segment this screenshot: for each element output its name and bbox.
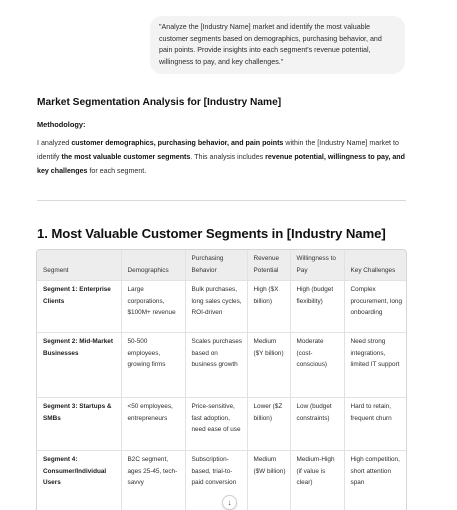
table-cell: High (budget flexibility): [290, 281, 344, 333]
segment-cell: Segment 4: Consumer/Individual Users: [43, 456, 107, 486]
segments-table: [36, 249, 407, 510]
table-cell: Need strong integrations, limited IT support: [344, 333, 407, 398]
segment-cell: Segment 3: Startups & SMBs: [43, 403, 112, 422]
table-cell: High competition, short attention span: [344, 451, 407, 510]
header-cell: Segment: [37, 250, 121, 281]
table-cell: 50-500 employees, growing firms: [121, 333, 185, 398]
section-divider: [37, 200, 406, 201]
table-cell: Bulk purchases, long sales cycles, ROI-driven: [185, 281, 247, 333]
table-cell: Price-sensitive, fast adoption, need ease of use: [185, 398, 247, 451]
table-cell: Medium-High (if value is clear): [290, 451, 344, 510]
table-cell: Scales purchases based on business growth: [185, 333, 247, 398]
segment-cell: Segment 1: Enterprise Clients: [43, 286, 111, 305]
methodology-paragraph: [37, 136, 407, 178]
table-row: [37, 398, 407, 451]
methodology-text-3: . This analysis includes: [190, 153, 266, 161]
segment-cell: Segment 2: Mid-Market Businesses: [43, 338, 113, 357]
header-cell: Purchasing Behavior: [185, 250, 247, 281]
table-cell: B2C segment, ages 25-45, tech-savvy: [121, 451, 185, 510]
methodology-bold-1: customer demographics, purchasing behavior, and pain points: [71, 139, 284, 147]
table-cell: Moderate (cost-conscious): [290, 333, 344, 398]
header-cell: Willingness to Pay: [290, 250, 344, 281]
table-cell: Subscription-based, trial-to-paid conversion: [185, 451, 247, 510]
header-cell: Demographics: [121, 250, 185, 281]
section-title: 1. Most Valuable Customer Segments in [Industry Name]: [37, 226, 386, 241]
table-cell: Low (budget constraints): [290, 398, 344, 451]
table-cell: Lower ($Z billion): [247, 398, 290, 451]
table-row: [37, 281, 407, 333]
table-cell: Medium ($Y billion): [247, 333, 290, 398]
user-prompt-bubble: [150, 16, 405, 74]
methodology-text-2: within the [Industry Name] market to identify: [37, 139, 399, 161]
table-cell: Hard to retain, frequent churn: [344, 398, 407, 451]
table-cell: Large corporations, $100M+ revenue: [121, 281, 185, 333]
methodology-text-4: for each segment.: [87, 167, 147, 175]
user-prompt-text: "Analyze the [Industry Name] market and identify the most valuable customer segments based on demographics, purchasing behavior, and pain points. Provide insights into each segment's revenue potential, willingness to pay, and key challenges.": [159, 23, 382, 66]
table-cell: Complex procurement, long onboarding: [344, 281, 407, 333]
table-row: [37, 333, 407, 398]
methodology-text-1: I analyzed: [37, 139, 72, 147]
methodology-bold-3: revenue potential, willingness to pay, and key challenges: [37, 153, 405, 175]
methodology-label: Methodology:: [37, 120, 86, 129]
response-heading: Market Segmentation Analysis for [Industry Name]: [37, 97, 282, 108]
arrow-down-icon: ↓: [227, 498, 232, 507]
scroll-down-button[interactable]: [222, 495, 237, 510]
header-cell: Revenue Potential: [247, 250, 290, 281]
header-cell: Key Challenges: [344, 250, 407, 281]
table-cell: Medium ($W billion): [247, 451, 290, 510]
table-header-row: [37, 250, 407, 281]
table-cell: <50 employees, entrepreneurs: [121, 398, 185, 451]
methodology-bold-2: the most valuable customer segments: [61, 153, 191, 161]
table-cell: High ($X billion): [247, 281, 290, 333]
